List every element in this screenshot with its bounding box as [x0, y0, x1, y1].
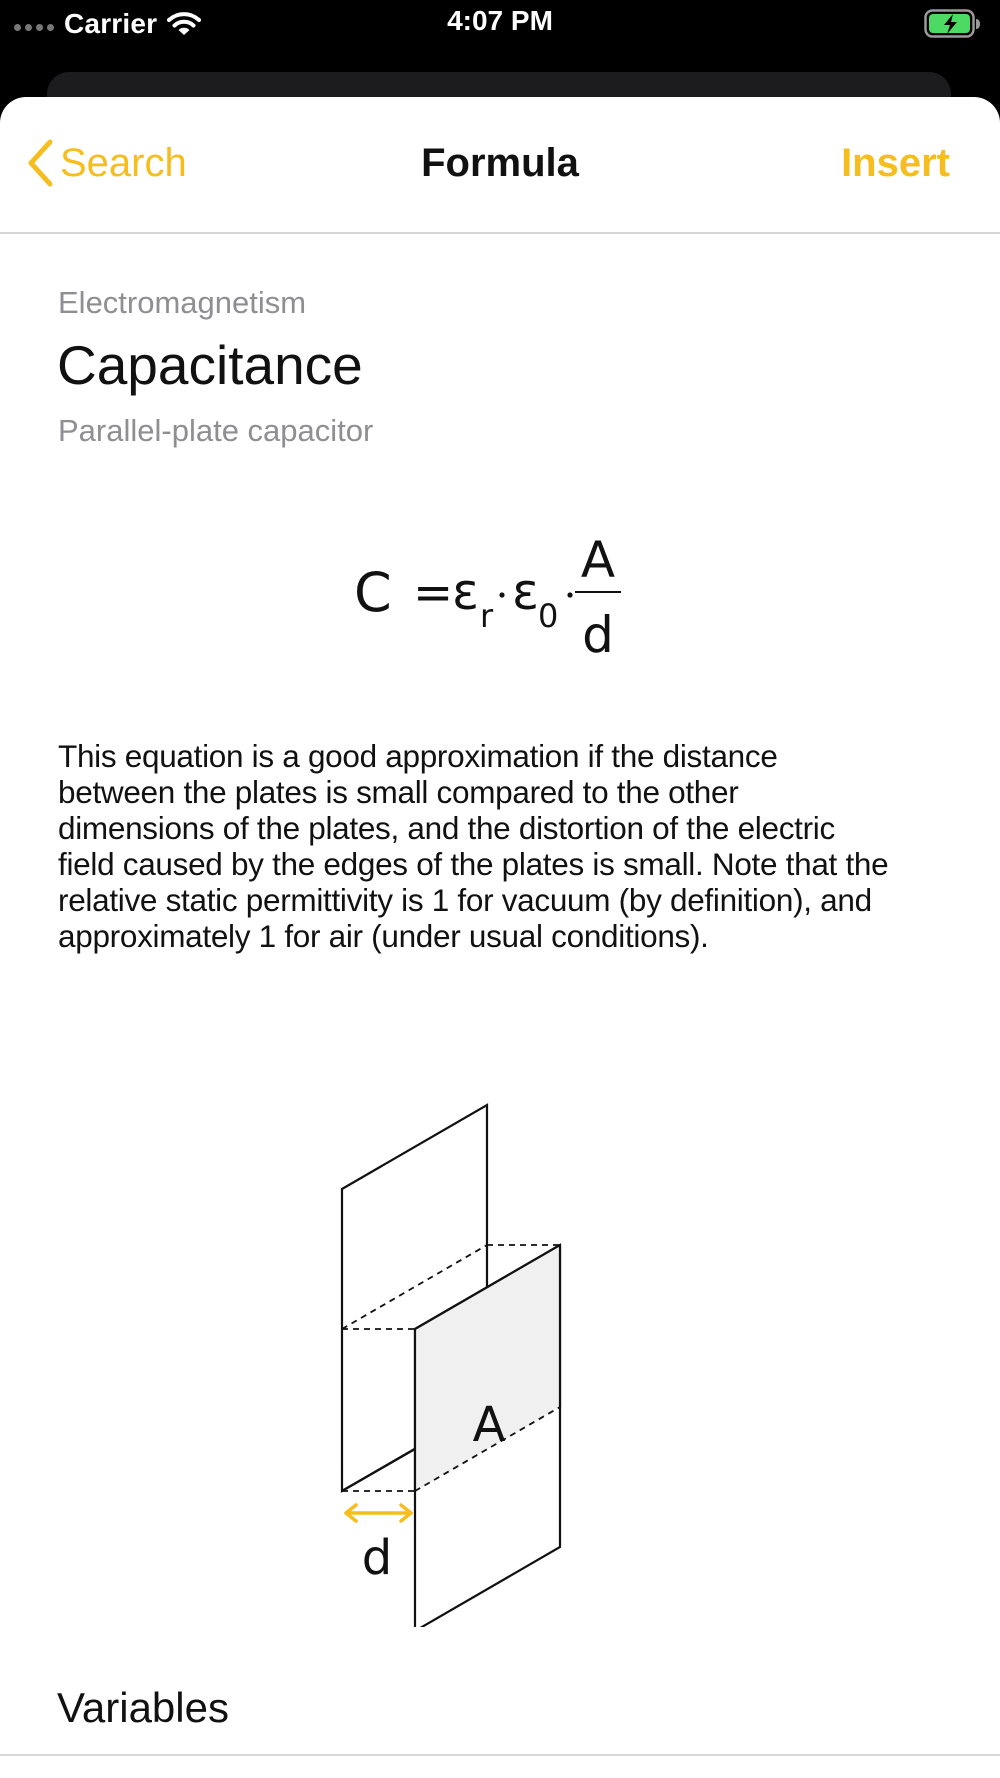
formula-category: Electromagnetism: [58, 285, 307, 320]
status-bar: [0, 0, 1000, 50]
battery-charging-icon: [924, 9, 982, 39]
description-line: between the plates is small compared to the other: [58, 774, 739, 810]
formula-description: [58, 738, 958, 954]
description-line: This equation is a good approximation if the distance: [58, 738, 778, 774]
equation-epsilon-r: ε: [452, 563, 480, 621]
formula-equation: [330, 517, 670, 667]
distance-label: d: [361, 1530, 393, 1586]
equation-denominator: d: [582, 606, 614, 664]
distance-arrow-icon: [346, 1505, 411, 1521]
section-divider: [0, 1754, 1000, 1756]
capacitor-diagram: [320, 1027, 580, 1627]
page-title: Formula: [421, 141, 579, 185]
equation-lhs: C: [354, 561, 392, 624]
description-line: approximately 1 for air (under usual conditions).: [58, 918, 709, 954]
variables-section-header: Variables: [57, 1684, 229, 1731]
formula-name: Capacitance: [57, 334, 363, 396]
navigation-bar: [0, 97, 1000, 234]
equation-equals-sign: =: [413, 565, 454, 621]
equation-dot-1: [499, 592, 504, 597]
equation-epsilon-0: ε: [512, 563, 540, 621]
area-label: A: [472, 1397, 506, 1453]
back-button[interactable]: [26, 139, 187, 187]
description-line: field caused by the edges of the plates is small. Note that the: [58, 846, 889, 882]
carrier-label: Carrier: [64, 8, 158, 39]
description-line: dimensions of the plates, and the distortion of the electric: [58, 810, 835, 846]
chevron-left-icon: [26, 139, 54, 187]
back-button-label: Search: [60, 140, 187, 185]
equation-subscript-r: r: [480, 597, 494, 635]
formula-subtitle: Parallel-plate capacitor: [58, 413, 374, 448]
equation-subscript-0: 0: [538, 597, 559, 635]
formula-sheet: [0, 97, 1000, 1778]
equation-numerator: A: [580, 531, 616, 589]
description-line: relative static permittivity is 1 for vacuum (by definition), and: [58, 882, 872, 918]
equation-dot-2: [567, 592, 572, 597]
status-time: 4:07 PM: [447, 5, 553, 36]
insert-button[interactable]: Insert: [841, 141, 950, 185]
